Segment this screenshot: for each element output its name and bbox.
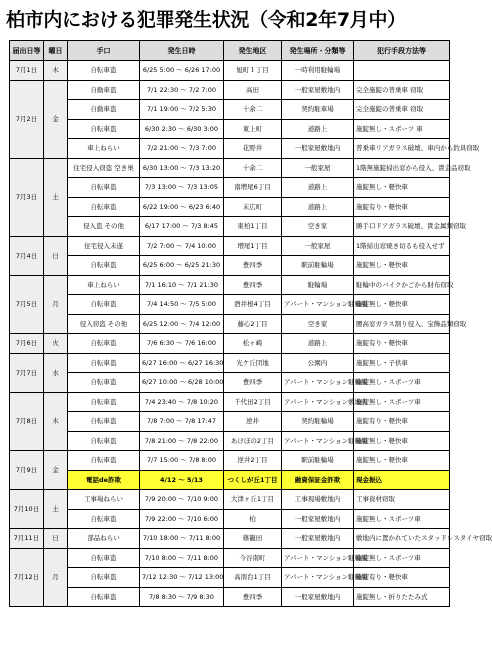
table-row (10, 256, 450, 276)
note-cell: 普乗車リアガラス破壊、車内から釣具窃取 (354, 139, 450, 159)
method-cell: 自転車盗 (68, 353, 140, 373)
method-cell: 自転車盗 (68, 451, 140, 471)
note-cell: 施錠有り・軽快車 (354, 568, 450, 588)
header-row (10, 41, 450, 61)
table-body (10, 61, 492, 607)
area-cell: 豊四季 (224, 256, 282, 276)
datetime-cell: 7/1 22:30 ～ 7/2 7:00 (140, 80, 224, 100)
weekday-cell: 火 (44, 334, 68, 354)
method-cell: 車上ねらい (68, 139, 140, 159)
report-date-cell: 7月11日 (10, 529, 44, 549)
report-date-cell: 7月5日 (10, 275, 44, 334)
datetime-cell: 7/4 14:50 ～ 7/5 5:00 (140, 295, 224, 315)
datetime-cell: 7/2 21:00 ～ 7/3 7:00 (140, 139, 224, 159)
weekday-cell: 日 (44, 529, 68, 549)
table-row (10, 568, 450, 588)
note-cell: 施錠無し・スポーツ車 (354, 548, 450, 568)
method-cell: 自転車盗 (68, 548, 140, 568)
place-cell: 駅前駐輪場 (282, 451, 354, 471)
area-cell: 十余二 (224, 158, 282, 178)
weekday-cell: 水 (44, 353, 68, 392)
note-cell: 施錠無し・軽快車 (354, 451, 450, 471)
method-cell: 自転車盗 (68, 373, 140, 393)
datetime-cell: 6/27 10:00 ～ 6/28 10:00 (140, 373, 224, 393)
weekday-cell: 月 (44, 275, 68, 334)
area-cell: 豊四季 (224, 373, 282, 393)
area-cell: 大津ヶ丘1丁目 (224, 490, 282, 510)
datetime-cell: 6/22 19:00 ～ 6/23 6:40 (140, 197, 224, 217)
weekday-cell: 日 (44, 236, 68, 275)
note-cell: 1階無施錠掃出窓から侵入、貴金品窃取 (354, 158, 450, 178)
table-row (10, 178, 450, 198)
note-cell: 現金振込 (354, 470, 450, 490)
table-row (10, 392, 450, 412)
report-date-cell: 7月1日 (10, 61, 44, 81)
note-cell: 施錠無し・スポーツ 車 (354, 119, 450, 139)
datetime-cell: 7/9 20:00 ～ 7/10 9:00 (140, 490, 224, 510)
method-cell: 侵入窃盗 その他 (68, 314, 140, 334)
method-cell: 自転車盗 (68, 392, 140, 412)
table-row (10, 529, 450, 549)
report-date-cell: 7月6日 (10, 334, 44, 354)
weekday-cell: 木 (44, 61, 68, 81)
area-cell: 花野井 (224, 139, 282, 159)
place-cell: 道路上 (282, 197, 354, 217)
datetime-cell: 6/27 16:00 ～ 6/27 16:30 (140, 353, 224, 373)
place-cell: アパート・マンション駐輪場 (282, 568, 354, 588)
datetime-cell: 7/1 16:10 ～ 7/1 21:30 (140, 275, 224, 295)
col-header-note: 犯行手段方法等 (354, 41, 450, 61)
method-cell: 自転車盗 (68, 587, 140, 607)
area-cell: 千代田2丁目 (224, 392, 282, 412)
datetime-cell: 7/12 12:30 ～ 7/12 13:00 (140, 568, 224, 588)
place-cell: 契約駐車場 (282, 100, 354, 120)
table-row (10, 431, 450, 451)
method-cell: 住宅侵入窃盗 空き巣 (68, 158, 140, 178)
area-cell: 高田 (224, 80, 282, 100)
table-row (10, 587, 450, 607)
table-row (10, 373, 450, 393)
table-row (10, 451, 450, 471)
place-cell: 一般家屋 (282, 158, 354, 178)
report-date-cell: 7月12日 (10, 548, 44, 607)
method-cell: 自動車盗 (68, 80, 140, 100)
area-cell: 末広町 (224, 197, 282, 217)
note-cell: 1階掃出窓焼き切るも侵入せず (354, 236, 450, 256)
table-row (10, 470, 450, 490)
method-cell: 電話de詐欺 (68, 470, 140, 490)
note-cell: 工事資材窃取 (354, 490, 450, 510)
datetime-cell: 7/4 23:40 ～ 7/8 10:20 (140, 392, 224, 412)
note-cell: 施錠無し・軽快車 (354, 295, 450, 315)
datetime-cell: 7/10 18:00 ～ 7/11 8:00 (140, 529, 224, 549)
note-cell: 敷地内に置かれていたスタッドレスタイヤ窃取 (354, 529, 450, 549)
place-cell: 駐輪場 (282, 275, 354, 295)
page-title: 柏市内における犯罪発生状況（令和2年7月中） (6, 9, 406, 31)
place-cell: 道路上 (282, 119, 354, 139)
report-date-cell: 7月8日 (10, 392, 44, 451)
report-date-cell: 7月3日 (10, 158, 44, 236)
place-cell: 空き家 (282, 217, 354, 237)
table-row (10, 314, 450, 334)
weekday-cell: 土 (44, 158, 68, 236)
table-row (10, 275, 450, 295)
area-cell: 酒井根4丁目 (224, 295, 282, 315)
note-cell: 勝手口ドアガラス破壊、貴金属類窃取 (354, 217, 450, 237)
place-cell: 道路上 (282, 334, 354, 354)
area-cell: 光ケ丘団地 (224, 353, 282, 373)
table-row (10, 548, 450, 568)
area-cell: 豊四季 (224, 275, 282, 295)
table-row (10, 236, 450, 256)
note-cell: 腰高窓ガラス割り侵入、宝飾品類窃取 (354, 314, 450, 334)
area-cell: 逆井2丁目 (224, 451, 282, 471)
area-cell: 松ヶ崎 (224, 334, 282, 354)
datetime-cell: 6/25 5:00 ～ 6/26 17:00 (140, 61, 224, 81)
place-cell: 一般家屋敷地内 (282, 509, 354, 529)
place-cell: アパート・マンション駐輪場 (282, 548, 354, 568)
area-cell: つくしが丘1丁目 (224, 470, 282, 490)
report-date-cell: 7月10日 (10, 490, 44, 529)
area-cell: 南増尾6丁目 (224, 178, 282, 198)
area-cell: 柏 (224, 509, 282, 529)
col-header-area: 発生地区 (224, 41, 282, 61)
area-cell: あけぼの2丁目 (224, 431, 282, 451)
note-cell: 施錠無し・スポーツ車 (354, 392, 450, 412)
datetime-cell: 6/25 6:00 ～ 6/25 21:30 (140, 256, 224, 276)
place-cell: 一時利用駐輪場 (282, 61, 354, 81)
table-row (10, 334, 450, 354)
note-cell: 施錠無し・スポーツ車 (354, 373, 450, 393)
report-date-cell: 7月4日 (10, 236, 44, 275)
weekday-cell: 金 (44, 451, 68, 490)
note-cell: 施錠有り・軽快車 (354, 197, 450, 217)
area-cell: 今谷南町 (224, 548, 282, 568)
area-cell: 旭町１丁目 (224, 61, 282, 81)
note-cell: 施錠無し・スポーツ車 (354, 509, 450, 529)
table-row (10, 80, 450, 100)
method-cell: 部品ねらい (68, 529, 140, 549)
method-cell: 自転車盗 (68, 119, 140, 139)
col-header-place: 発生場所・分類等 (282, 41, 354, 61)
col-header-date: 届出日等 (10, 41, 44, 61)
area-cell: 篠籠田 (224, 529, 282, 549)
place-cell: 一般家屋敷地内 (282, 587, 354, 607)
place-cell: 駅前駐輪場 (282, 256, 354, 276)
note-cell: 施錠無し・軽快車 (354, 431, 450, 451)
method-cell: 自動車盗 (68, 100, 140, 120)
table-row (10, 509, 450, 529)
place-cell: 一般家屋敷地内 (282, 139, 354, 159)
col-header-datetime: 発生日時 (140, 41, 224, 61)
crime-table (9, 40, 492, 607)
note-cell: 完全施錠の普乗車 窃取 (354, 100, 450, 120)
table-row (10, 100, 450, 120)
method-cell: 住宅侵入未遂 (68, 236, 140, 256)
area-cell: 増尾1丁目 (224, 236, 282, 256)
datetime-cell: 6/30 13:00 ～ 7/3 13:20 (140, 158, 224, 178)
table-row (10, 119, 450, 139)
method-cell: 車上ねらい (68, 275, 140, 295)
table-row (10, 61, 450, 81)
place-cell: 契約駐輪場 (282, 412, 354, 432)
table-row (10, 490, 450, 510)
area-cell: 藤心2丁目 (224, 314, 282, 334)
method-cell: 自転車盗 (68, 256, 140, 276)
col-header-day: 曜日 (44, 41, 68, 61)
weekday-cell: 土 (44, 490, 68, 529)
datetime-cell: 7/6 6:30 ～ 7/6 16:00 (140, 334, 224, 354)
datetime-cell: 7/3 13:00 ～ 7/3 13:05 (140, 178, 224, 198)
method-cell: 自転車盗 (68, 295, 140, 315)
note-cell: 駐輪中のバイクかごから財布窃取 (354, 275, 450, 295)
table-row (10, 295, 450, 315)
table-row (10, 353, 450, 373)
report-date-cell: 7月2日 (10, 80, 44, 158)
area-cell: 東柏1丁目 (224, 217, 282, 237)
area-cell: 豊四季 (224, 587, 282, 607)
method-cell: 自転車盗 (68, 178, 140, 198)
table-row (10, 412, 450, 432)
place-cell: 空き家 (282, 314, 354, 334)
datetime-cell: 7/8 8:30 ～ 7/9 8:30 (140, 587, 224, 607)
note-cell: 施錠無し・子供車 (354, 353, 450, 373)
place-cell: 一般家屋 (282, 236, 354, 256)
place-cell: 工事現場敷地内 (282, 490, 354, 510)
datetime-cell: 7/7 15:00 ～ 7/8 8:00 (140, 451, 224, 471)
method-cell: 自転車盗 (68, 412, 140, 432)
place-cell: アパート・マンション駐輪場 (282, 295, 354, 315)
method-cell: 自転車盗 (68, 431, 140, 451)
datetime-cell: 7/8 21:00 ～ 7/8 22:00 (140, 431, 224, 451)
method-cell: 侵入盗 その他 (68, 217, 140, 237)
method-cell: 自転車盗 (68, 61, 140, 81)
place-cell: アパート・マンション敷地内 (282, 392, 354, 412)
note-cell: 施錠有り・軽快車 (354, 412, 450, 432)
datetime-cell: 4/12 ～ 5/13 (140, 470, 224, 490)
note-cell: 施錠無し・折りたたみ式 (354, 587, 450, 607)
place-cell: 一般家屋敷地内 (282, 529, 354, 549)
report-date-cell: 7月7日 (10, 353, 44, 392)
method-cell: 自転車盗 (68, 197, 140, 217)
place-cell: アパート・マンション駐輪場 (282, 373, 354, 393)
table-row (10, 217, 450, 237)
datetime-cell: 7/8 7:00 ～ 7/8 17:47 (140, 412, 224, 432)
weekday-cell: 月 (44, 548, 68, 607)
datetime-cell: 7/9 22:00 ～ 7/10 6:00 (140, 509, 224, 529)
datetime-cell: 6/17 17:00 ～ 7/3 8:45 (140, 217, 224, 237)
place-cell: アパート・マンション駐輪場 (282, 431, 354, 451)
place-cell: 融資保証金詐欺 (282, 470, 354, 490)
place-cell: 公園内 (282, 353, 354, 373)
note-cell: 施錠無し・軽快車 (354, 178, 450, 198)
method-cell: 工事場ねらい (68, 490, 140, 510)
col-header-method: 手口 (68, 41, 140, 61)
table-row (10, 197, 450, 217)
method-cell: 自転車盗 (68, 334, 140, 354)
method-cell: 自転車盗 (68, 568, 140, 588)
weekday-cell: 木 (44, 392, 68, 451)
table-row (10, 158, 450, 178)
note-cell: 施錠無し・軽快車 (354, 256, 450, 276)
datetime-cell: 6/30 2:30 ～ 6/30 3:00 (140, 119, 224, 139)
area-cell: 十余二 (224, 100, 282, 120)
area-cell: 高南台1丁目 (224, 568, 282, 588)
datetime-cell: 6/25 12:00 ～ 7/4 12:00 (140, 314, 224, 334)
area-cell: 東上町 (224, 119, 282, 139)
datetime-cell: 7/1 19:00 ～ 7/2 5:30 (140, 100, 224, 120)
datetime-cell: 7/2 7:00 ～ 7/4 10:00 (140, 236, 224, 256)
datetime-cell: 7/10 8:00 ～ 7/11 8:00 (140, 548, 224, 568)
area-cell: 逆井 (224, 412, 282, 432)
note-cell: 完全施錠の普乗車 窃取 (354, 80, 450, 100)
table-row (10, 139, 450, 159)
note-cell: 施錠有り・軽快車 (354, 334, 450, 354)
place-cell: 一般家屋敷地内 (282, 80, 354, 100)
report-date-cell: 7月9日 (10, 451, 44, 490)
place-cell: 道路上 (282, 178, 354, 198)
weekday-cell: 金 (44, 80, 68, 158)
method-cell: 自転車盗 (68, 509, 140, 529)
note-cell (354, 61, 450, 81)
